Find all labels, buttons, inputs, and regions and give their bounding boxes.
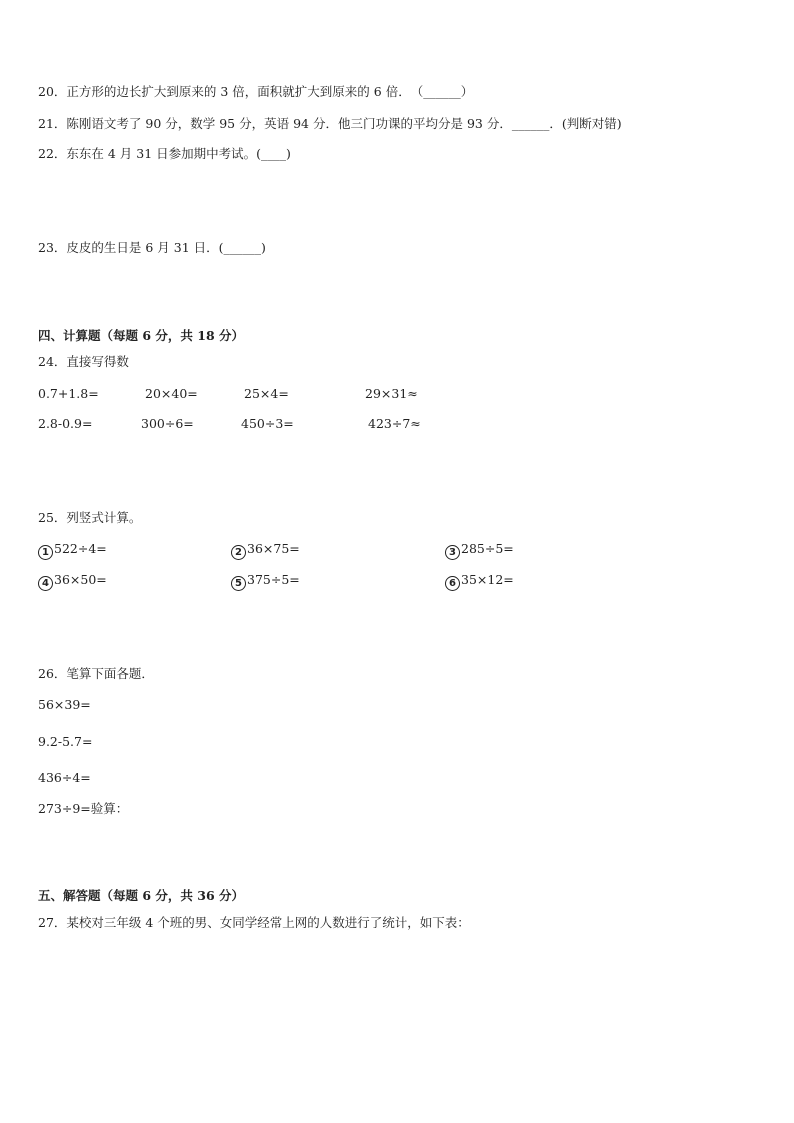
question-24-title: 24．直接写得数: [38, 354, 129, 369]
question-23: 23．皮皮的生日是 6 月 31 日．(______): [38, 240, 266, 255]
calc-item: 29×31≈: [365, 386, 418, 401]
calc-item: 423÷7≈: [368, 416, 421, 431]
written-calc-item: 9.2-5.7=: [38, 734, 93, 749]
vertical-calc-item: 6 35×12=: [445, 572, 514, 591]
calc-item: 300÷6=: [141, 416, 194, 431]
vertical-calc-item: 2 36×75=: [231, 541, 300, 560]
vertical-calc-item: 5 375÷5=: [231, 572, 300, 591]
question-20: 20．正方形的边长扩大到原来的 3 倍，面积就扩大到原来的 6 倍． （______）: [38, 84, 474, 99]
written-calc-item: 273÷9=验算：: [38, 801, 129, 816]
vertical-calc-item: 1 522÷4=: [38, 541, 107, 560]
calc-item: 2.8-0.9=: [38, 416, 93, 431]
vertical-calc-item: 3 285÷5=: [445, 541, 514, 560]
vertical-calc-item: 4 36×50=: [38, 572, 107, 591]
question-26-title: 26．笔算下面各题．: [38, 666, 154, 681]
question-27: 27．某校对三年级 4 个班的男、女同学经常上网的人数进行了统计，如下表：: [38, 915, 470, 930]
section-5-heading: 五、解答题（每题 6 分，共 36 分）: [38, 888, 245, 903]
circled-number: 4: [38, 576, 53, 591]
circled-number: 5: [231, 576, 246, 591]
section-4-heading: 四、计算题（每题 6 分，共 18 分）: [38, 328, 245, 343]
circled-number: 1: [38, 545, 53, 560]
circled-number: 2: [231, 545, 246, 560]
calc-item: 450÷3=: [241, 416, 294, 431]
written-calc-item: 56×39=: [38, 697, 91, 712]
calc-item: 25×4=: [244, 386, 289, 401]
question-22: 22．东东在 4 月 31 日参加期中考试。(____): [38, 146, 291, 161]
circled-number: 3: [445, 545, 460, 560]
question-21: 21．陈刚语文考了 90 分，数学 95 分，英语 94 分．他三门功课的平均分是 93 分．______．(判断对错): [38, 116, 622, 131]
calc-item: 20×40=: [145, 386, 198, 401]
question-25-title: 25．列竖式计算。: [38, 510, 142, 525]
calc-item: 0.7+1.8=: [38, 386, 99, 401]
circled-number: 6: [445, 576, 460, 591]
written-calc-item: 436÷4=: [38, 770, 91, 785]
